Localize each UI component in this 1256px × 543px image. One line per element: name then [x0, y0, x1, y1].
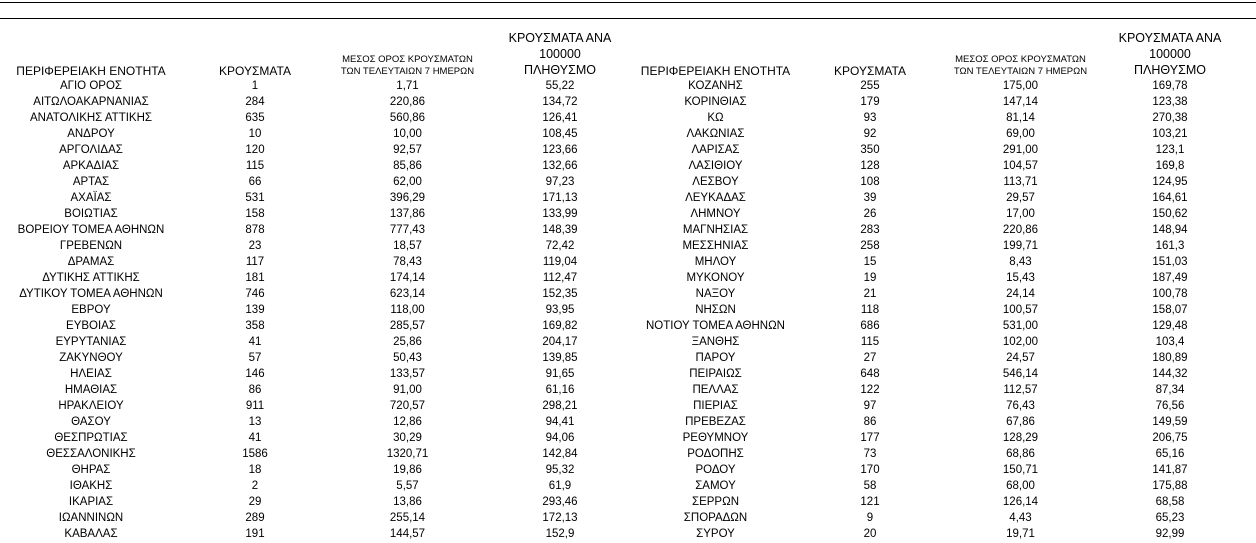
region-name-cell: ΓΡΕΒΕΝΩΝ	[59, 240, 123, 252]
region-name-cell: ΑΡΤΑΣ	[72, 176, 110, 188]
region-name-cell: ΕΥΒΟΙΑΣ	[66, 320, 116, 332]
region-name-cell: ΡΟΔΟΠΗΣ	[687, 448, 744, 460]
table-row	[0, 94, 1256, 110]
per100k-cell: 94,41	[545, 416, 575, 428]
per100k-cell: 169,8	[1155, 160, 1185, 172]
header-avg7-line2: ΤΩΝ ΤΕΛΕΥΤΑΙΩΝ 7 ΗΜΕΡΩΝ	[340, 66, 475, 77]
per100k-cell: 134,72	[542, 96, 578, 108]
cases-cell: 122	[860, 384, 880, 396]
table-row	[0, 238, 1256, 254]
avg7-cell: 175,00	[1002, 80, 1039, 92]
region-name-cell: ΛΑΣΙΘΙΟΥ	[688, 160, 743, 172]
header-region-label: ΠΕΡΙΦΕΡΕΙΑΚΗ ΕΝΟΤΗΤΑ	[16, 64, 166, 78]
avg7-cell: 29,57	[1006, 192, 1035, 204]
cases-cell: 911	[245, 400, 265, 412]
avg7-cell: 13,86	[393, 496, 422, 508]
per100k-cell: 93,95	[545, 304, 575, 316]
per100k-cell: 158,07	[1152, 304, 1188, 316]
cases-cell: 1586	[242, 448, 268, 460]
region-name-cell: ΣΠΟΡΑΔΩΝ	[683, 512, 748, 524]
region-name-cell: ΡΕΘΥΜΝΟΥ	[682, 432, 749, 444]
per100k-cell: 123,1	[1155, 144, 1185, 156]
region-name-cell: ΔΥΤΙΚΗΣ ΑΤΤΙΚΗΣ	[42, 272, 140, 284]
region-name-cell: ΙΚΑΡΙΑΣ	[68, 496, 114, 508]
region-name-cell: ΑΡΚΑΔΙΑΣ	[62, 160, 120, 172]
per100k-cell: 164,61	[1152, 192, 1188, 204]
cases-cell: 93	[863, 112, 877, 124]
table-row	[0, 526, 1256, 542]
header-per100k-line1: ΚΡΟΥΣΜΑΤΑ ΑΝΑ 100000	[508, 31, 612, 61]
cases-cell: 128	[860, 160, 880, 172]
avg7-cell: 100,57	[1002, 304, 1039, 316]
cases-cell: 1	[251, 80, 259, 92]
avg7-cell: 68,86	[1006, 448, 1035, 460]
avg7-cell: 133,57	[389, 368, 426, 380]
avg7-cell: 4,43	[1009, 512, 1032, 524]
avg7-cell: 17,00	[1006, 208, 1035, 220]
header-avg7-line1: ΜΕΣΟΣ ΟΡΟΣ ΚΡΟΥΣΜΑΤΩΝ	[955, 54, 1086, 65]
cases-cell: 686	[860, 320, 880, 332]
cases-cell: 86	[863, 416, 877, 428]
avg7-cell: 118,00	[390, 304, 425, 316]
per100k-cell: 293,46	[542, 496, 578, 508]
region-name-cell: ΑΧΑΪΑΣ	[70, 192, 112, 204]
cases-cell: 18	[248, 464, 262, 476]
avg7-cell: 112,57	[1003, 384, 1038, 396]
header-rule	[0, 18, 1256, 19]
table-row	[0, 414, 1256, 430]
cases-cell: 13	[248, 416, 262, 428]
per100k-cell: 172,13	[542, 512, 578, 524]
region-name-cell: ΔΡΑΜΑΣ	[67, 256, 115, 268]
table-row	[0, 366, 1256, 382]
table-row	[0, 174, 1256, 190]
per100k-cell: 123,66	[542, 144, 578, 156]
region-name-cell: ΙΘΑΚΗΣ	[69, 480, 113, 492]
region-name-cell: ΝΑΞΟΥ	[695, 288, 736, 300]
avg7-cell: 560,86	[389, 112, 426, 124]
avg7-cell: 137,86	[389, 208, 426, 220]
table-row	[0, 510, 1256, 526]
region-name-cell: ΜΕΣΣΗΝΙΑΣ	[682, 240, 749, 252]
per100k-cell: 91,65	[545, 368, 575, 380]
avg7-cell: 30,29	[393, 432, 422, 444]
per100k-cell: 175,88	[1152, 480, 1188, 492]
table-row	[0, 286, 1256, 302]
cases-cell: 350	[860, 144, 880, 156]
avg7-cell: 92,57	[393, 144, 422, 156]
avg7-cell: 78,43	[393, 256, 422, 268]
region-name-cell: ΗΜΑΘΙΑΣ	[64, 384, 118, 396]
header-avg7-line2: ΤΩΝ ΤΕΛΕΥΤΑΙΩΝ 7 ΗΜΕΡΩΝ	[953, 66, 1088, 77]
header-cases-left	[215, 44, 295, 78]
header-per100k-label	[495, 30, 625, 78]
per100k-cell: 149,59	[1152, 416, 1188, 428]
per100k-cell: 103,21	[1152, 128, 1188, 140]
cases-cell: 58	[863, 480, 877, 492]
table-row	[0, 142, 1256, 158]
per100k-cell: 169,82	[542, 320, 578, 332]
avg7-cell: 777,43	[389, 224, 426, 236]
per100k-cell: 87,34	[1155, 384, 1185, 396]
table-row	[0, 398, 1256, 414]
cases-cell: 177	[860, 432, 880, 444]
region-name-cell: ΚΑΒΑΛΑΣ	[64, 528, 118, 540]
cases-cell: 117	[245, 256, 265, 268]
region-name-cell: ΠΕΛΛΑΣ	[692, 384, 739, 396]
avg7-cell: 291,00	[1002, 144, 1039, 156]
cases-cell: 121	[860, 496, 880, 508]
table-row	[0, 78, 1256, 94]
per100k-cell: 161,3	[1155, 240, 1185, 252]
per100k-cell: 61,9	[548, 480, 572, 492]
region-name-cell: ΜΑΓΝΗΣΙΑΣ	[682, 224, 749, 236]
avg7-cell: 8,43	[1009, 256, 1032, 268]
table-row	[0, 334, 1256, 350]
region-name-cell: ΑΙΤΩΛΟΑΚΑΡΝΑΝΙΑΣ	[33, 96, 149, 108]
region-name-cell: ΝΗΣΩΝ	[695, 304, 736, 316]
header-avg7-right	[948, 44, 1093, 78]
avg7-cell: 69,00	[1006, 128, 1035, 140]
avg7-cell: 285,57	[389, 320, 426, 332]
header-region-label: ΠΕΡΙΦΕΡΕΙΑΚΗ ΕΝΟΤΗΤΑ	[640, 64, 791, 78]
cases-cell: 284	[245, 96, 265, 108]
cases-cell: 2	[251, 480, 259, 492]
region-name-cell: ΛΕΥΚΑΔΑΣ	[685, 192, 746, 204]
table-row	[0, 494, 1256, 510]
header-cases-label: ΚΡΟΥΣΜΑΤΑ	[834, 64, 906, 78]
cases-cell: 21	[863, 288, 877, 300]
cases-cell: 118	[860, 304, 880, 316]
cases-cell: 146	[245, 368, 265, 380]
cases-cell: 39	[863, 192, 877, 204]
cases-cell: 15	[863, 256, 877, 268]
region-name-cell: ΕΒΡΟΥ	[71, 304, 111, 316]
region-name-cell: ΜΗΛΟΥ	[694, 256, 737, 268]
cases-cell: 358	[245, 320, 265, 332]
cases-cell: 73	[863, 448, 877, 460]
per100k-cell: 204,17	[542, 336, 578, 348]
per100k-cell: 144,32	[1152, 368, 1188, 380]
per100k-cell: 92,99	[1155, 528, 1185, 540]
per100k-cell: 171,13	[542, 192, 578, 204]
cases-cell: 289	[245, 512, 265, 524]
per100k-cell: 139,85	[542, 352, 578, 364]
cases-cell: 648	[860, 368, 880, 380]
avg7-cell: 10,00	[393, 128, 422, 140]
region-name-cell: ΣΕΡΡΩΝ	[691, 496, 740, 508]
avg7-cell: 25,86	[393, 336, 422, 348]
table-row	[0, 462, 1256, 478]
cases-cell: 23	[248, 240, 262, 252]
region-name-cell: ΞΑΝΘΗΣ	[691, 336, 740, 348]
avg7-cell: 62,00	[393, 176, 422, 188]
per100k-cell: 150,62	[1152, 208, 1188, 220]
cases-cell: 108	[860, 176, 880, 188]
header-cases-right	[830, 44, 910, 78]
per100k-cell: 129,48	[1152, 320, 1188, 332]
per100k-cell: 55,22	[545, 80, 575, 92]
cases-cell: 179	[860, 96, 880, 108]
per100k-cell: 72,42	[545, 240, 575, 252]
region-name-cell: ΒΟΡΕΙΟΥ ΤΟΜΕΑ ΑΘΗΝΩΝ	[17, 224, 165, 236]
region-name-cell: ΚΟΡΙΝΘΙΑΣ	[684, 96, 747, 108]
cases-cell: 20	[863, 528, 877, 540]
avg7-cell: 126,14	[1002, 496, 1039, 508]
region-name-cell: ΘΕΣΣΑΛΟΝΙΚΗΣ	[46, 448, 136, 460]
cases-cell: 26	[863, 208, 877, 220]
table-row	[0, 206, 1256, 222]
avg7-cell: 68,00	[1006, 480, 1035, 492]
cases-cell: 191	[245, 528, 265, 540]
header-per100k-line2: ΠΛΗΘΥΣΜΟ	[1134, 63, 1206, 77]
cases-cell: 139	[245, 304, 265, 316]
cases-cell: 635	[245, 112, 265, 124]
avg7-cell: 144,57	[389, 528, 426, 540]
avg7-cell: 113,71	[1003, 176, 1038, 188]
avg7-cell: 81,14	[1006, 112, 1035, 124]
per100k-cell: 76,56	[1155, 400, 1185, 412]
cases-cell: 170	[860, 464, 880, 476]
cases-cell: 181	[245, 272, 265, 284]
avg7-cell: 67,86	[1006, 416, 1035, 428]
per100k-cell: 65,23	[1155, 512, 1185, 524]
cases-cell: 120	[245, 144, 265, 156]
header-cases-label: ΚΡΟΥΣΜΑΤΑ	[219, 64, 291, 78]
table-row	[0, 430, 1256, 446]
region-name-cell: ΘΑΣΟΥ	[71, 416, 111, 428]
cases-cell: 57	[248, 352, 262, 364]
region-name-cell: ΘΗΡΑΣ	[71, 464, 111, 476]
avg7-cell: 220,86	[1002, 224, 1039, 236]
per100k-cell: 100,78	[1152, 288, 1188, 300]
region-name-cell: ΝΟΤΙΟΥ ΤΟΜΕΑ ΑΘΗΝΩΝ	[646, 320, 785, 332]
header-per100k-label	[1105, 30, 1235, 78]
region-name-cell: ΑΝΑΤΟΛΙΚΗΣ ΑΤΤΙΚΗΣ	[29, 112, 152, 124]
per100k-cell: 148,94	[1152, 224, 1188, 236]
avg7-cell: 85,86	[393, 160, 422, 172]
cases-cell: 9	[866, 512, 874, 524]
per100k-cell: 132,66	[542, 160, 578, 172]
avg7-cell: 24,14	[1006, 288, 1035, 300]
cases-cell: 29	[248, 496, 262, 508]
cases-cell: 115	[860, 336, 880, 348]
per100k-cell: 148,39	[542, 224, 578, 236]
region-name-cell: ΠΕΙΡΑΙΩΣ	[689, 368, 742, 380]
avg7-cell: 623,14	[389, 288, 426, 300]
region-name-cell: ΚΟΖΑΝΗΣ	[688, 80, 743, 92]
per100k-cell: 298,21	[542, 400, 578, 412]
per100k-cell: 270,38	[1152, 112, 1188, 124]
per100k-cell: 95,32	[545, 464, 575, 476]
avg7-cell: 1,71	[396, 80, 419, 92]
cases-cell: 41	[248, 432, 262, 444]
avg7-cell: 1320,71	[386, 448, 429, 460]
cases-cell: 158	[245, 208, 265, 220]
region-name-cell: ΔΥΤΙΚΟΥ ΤΟΜΕΑ ΑΘΗΝΩΝ	[19, 288, 163, 300]
cases-cell: 92	[863, 128, 877, 140]
avg7-cell: 15,43	[1006, 272, 1035, 284]
header-per100k-line2: ΠΛΗΘΥΣΜΟ	[524, 63, 596, 77]
cases-cell: 255	[860, 80, 880, 92]
per100k-cell: 180,89	[1152, 352, 1188, 364]
cases-cell: 283	[860, 224, 880, 236]
table-row	[0, 382, 1256, 398]
cases-cell: 746	[245, 288, 265, 300]
cases-cell: 19	[863, 272, 877, 284]
per100k-cell: 103,4	[1155, 336, 1185, 348]
avg7-cell: 720,57	[389, 400, 426, 412]
per100k-cell: 112,47	[542, 272, 578, 284]
region-name-cell: ΜΥΚΟΝΟΥ	[686, 272, 745, 284]
avg7-cell: 396,29	[389, 192, 426, 204]
avg7-cell: 12,86	[393, 416, 422, 428]
region-name-cell: ΘΕΣΠΡΩΤΙΑΣ	[54, 432, 128, 444]
cases-cell: 86	[248, 384, 262, 396]
header-avg7-line1: ΜΕΣΟΣ ΟΡΟΣ ΚΡΟΥΣΜΑΤΩΝ	[342, 54, 473, 65]
top-rule	[0, 2, 1256, 3]
per100k-cell: 169,78	[1152, 80, 1188, 92]
table-row	[0, 110, 1256, 126]
header-region-right	[638, 44, 793, 78]
per100k-cell: 108,45	[542, 128, 578, 140]
region-name-cell: ΡΟΔΟΥ	[695, 464, 736, 476]
region-name-cell: ΠΡΕΒΕΖΑΣ	[685, 416, 746, 428]
per100k-cell: 152,35	[542, 288, 578, 300]
avg7-cell: 19,86	[393, 464, 422, 476]
table-row	[0, 222, 1256, 238]
header-region-left	[14, 44, 168, 78]
per100k-cell: 68,58	[1155, 496, 1185, 508]
avg7-cell: 199,71	[1002, 240, 1039, 252]
region-name-cell: ΙΩΑΝΝΙΝΩΝ	[58, 512, 124, 524]
table-row	[0, 302, 1256, 318]
cases-cell: 531	[245, 192, 265, 204]
header-avg7-left	[335, 44, 480, 78]
per100k-cell: 61,16	[545, 384, 575, 396]
per100k-cell: 141,87	[1152, 464, 1188, 476]
region-name-cell: ΖΑΚΥΝΘΟΥ	[59, 352, 123, 364]
table-row	[0, 318, 1256, 334]
table-row	[0, 270, 1256, 286]
table-row	[0, 254, 1256, 270]
cases-cell: 115	[245, 160, 265, 172]
avg7-cell: 50,43	[393, 352, 422, 364]
avg7-cell: 174,14	[389, 272, 426, 284]
cases-cell: 878	[245, 224, 265, 236]
avg7-cell: 91,00	[393, 384, 422, 396]
avg7-cell: 76,43	[1006, 400, 1035, 412]
per100k-cell: 206,75	[1152, 432, 1188, 444]
cases-cell: 27	[863, 352, 877, 364]
per100k-cell: 124,95	[1152, 176, 1188, 188]
data-rows	[0, 78, 1256, 542]
cases-cell: 10	[248, 128, 262, 140]
avg7-cell: 546,14	[1002, 368, 1039, 380]
avg7-cell: 102,00	[1002, 336, 1039, 348]
region-name-cell: ΑΝΔΡΟΥ	[67, 128, 115, 140]
header-avg7-label	[954, 54, 1087, 78]
table-row	[0, 158, 1256, 174]
region-name-cell: ΚΩ	[707, 112, 724, 124]
per100k-cell: 133,99	[542, 208, 578, 220]
header-avg7-label	[341, 54, 474, 78]
avg7-cell: 5,57	[396, 480, 419, 492]
per100k-cell: 152,9	[545, 528, 575, 540]
avg7-cell: 147,14	[1002, 96, 1039, 108]
region-name-cell: ΑΡΓΟΛΙΔΑΣ	[59, 144, 123, 156]
per100k-cell: 119,04	[542, 256, 578, 268]
region-name-cell: ΛΑΡΙΣΑΣ	[691, 144, 740, 156]
avg7-cell: 220,86	[389, 96, 426, 108]
region-name-cell: ΠΙΕΡΙΑΣ	[693, 400, 738, 412]
header-per100k-left	[495, 31, 625, 78]
region-name-cell: ΕΥΡΥΤΑΝΙΑΣ	[55, 336, 127, 348]
header-per100k-right	[1105, 31, 1235, 78]
per100k-cell: 94,06	[545, 432, 575, 444]
region-name-cell: ΗΡΑΚΛΕΙΟΥ	[58, 400, 124, 412]
avg7-cell: 104,57	[1002, 160, 1039, 172]
per100k-cell: 123,38	[1152, 96, 1188, 108]
region-name-cell: ΒΟΙΩΤΙΑΣ	[64, 208, 118, 220]
region-name-cell: ΛΕΣΒΟΥ	[692, 176, 739, 188]
region-name-cell: ΗΛΕΙΑΣ	[70, 368, 112, 380]
region-name-cell: ΣΥΡΟΥ	[696, 528, 735, 540]
cases-cell: 258	[860, 240, 880, 252]
region-name-cell: ΛΗΜΝΟΥ	[690, 208, 741, 220]
region-name-cell: ΛΑΚΩΝΙΑΣ	[686, 128, 745, 140]
table-row	[0, 126, 1256, 142]
per100k-cell: 142,84	[542, 448, 578, 460]
table-row	[0, 446, 1256, 462]
per100k-cell: 65,16	[1155, 448, 1185, 460]
cases-cell: 66	[248, 176, 262, 188]
avg7-cell: 128,29	[1002, 432, 1039, 444]
cases-cell: 97	[863, 400, 877, 412]
avg7-cell: 255,14	[389, 512, 426, 524]
table-row	[0, 190, 1256, 206]
avg7-cell: 150,71	[1002, 464, 1039, 476]
region-name-cell: ΑΓΙΟ ΟΡΟΣ	[59, 80, 122, 92]
table-row	[0, 478, 1256, 494]
region-name-cell: ΣΑΜΟΥ	[695, 480, 736, 492]
avg7-cell: 19,71	[1006, 528, 1035, 540]
cases-cell: 41	[248, 336, 262, 348]
table-row	[0, 350, 1256, 366]
per100k-cell: 97,23	[545, 176, 575, 188]
avg7-cell: 531,00	[1002, 320, 1039, 332]
avg7-cell: 24,57	[1006, 352, 1035, 364]
per100k-cell: 126,41	[542, 112, 578, 124]
avg7-cell: 18,57	[393, 240, 422, 252]
region-name-cell: ΠΑΡΟΥ	[695, 352, 736, 364]
header-per100k-line1: ΚΡΟΥΣΜΑΤΑ ΑΝΑ 100000	[1118, 31, 1222, 61]
per100k-cell: 187,49	[1152, 272, 1188, 284]
per100k-cell: 151,03	[1152, 256, 1188, 268]
